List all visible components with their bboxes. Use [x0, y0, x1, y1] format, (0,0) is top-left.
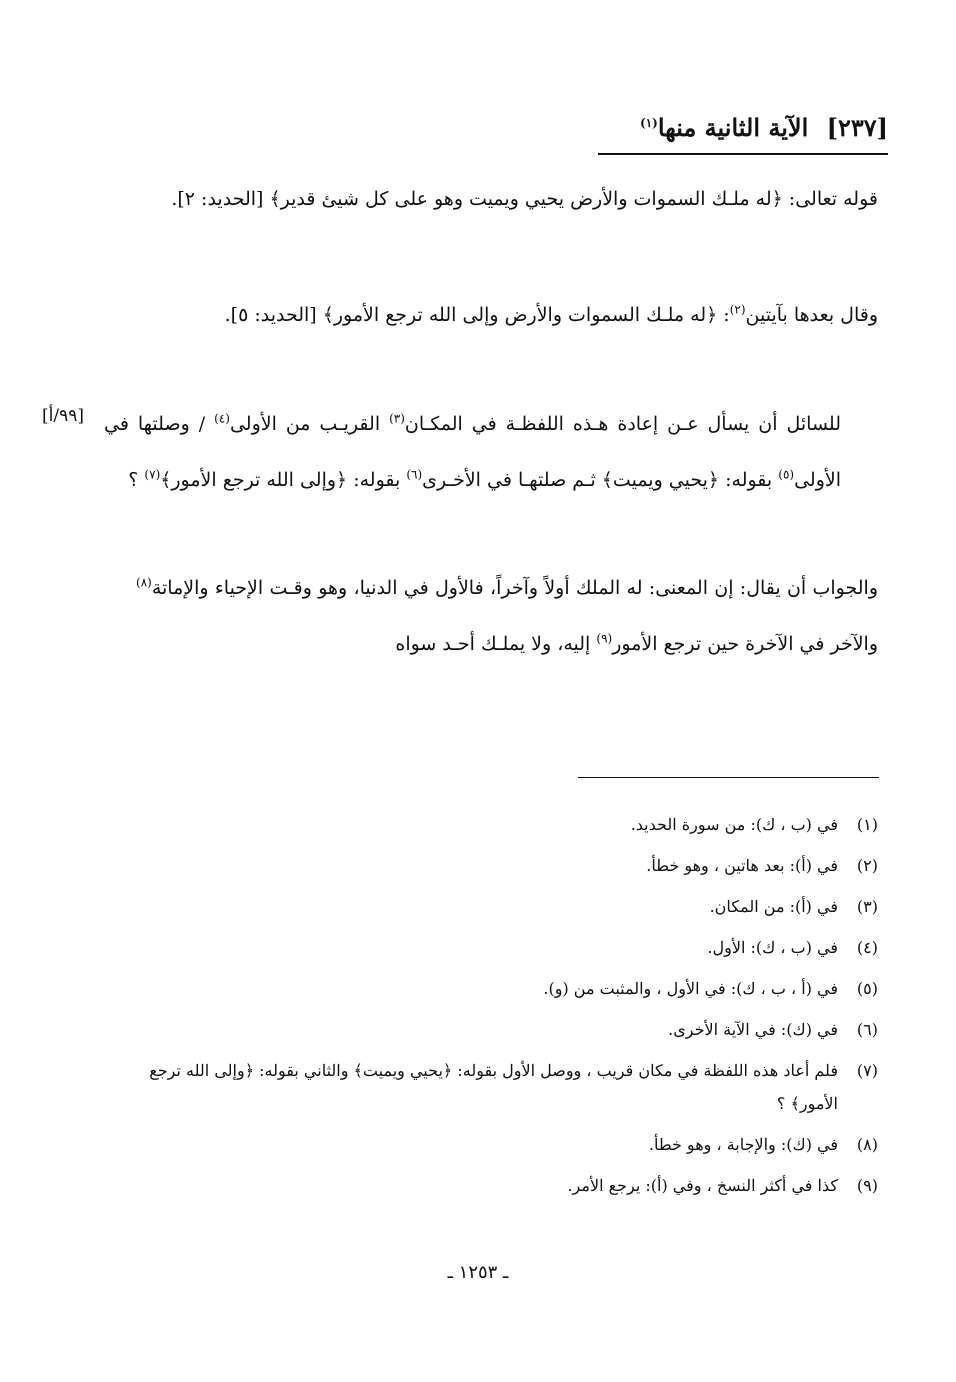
footnote-text: في (ب ، ك): الأول. — [707, 938, 838, 957]
footnote-text: في (ب ، ك): من سورة الحديد. — [630, 815, 838, 834]
footnote-mark: (٩) — [596, 631, 613, 646]
footnote — [118, 849, 878, 882]
paragraph-text: والجواب أن يقال: إن المعنى: له الملك أولاً وآخراً، فالأول في الدنيا، وهو وقـت الإحياء والإماتة — [151, 577, 878, 599]
footnote-separator — [578, 777, 879, 778]
paragraph-text: والآخر في الآخرة حين ترجع الأمور — [612, 633, 878, 655]
footnote-text: في (أ ، ب ، ك): في الأول ، والمثبت من (و). — [543, 979, 838, 998]
footnote-number: (٣) — [856, 897, 878, 916]
footnote-mark: (٦) — [406, 467, 423, 482]
paragraph-text: بقوله: ﴿وإلى الله ترجع الأمور﴾ — [160, 469, 407, 491]
footnote-text: في (أ): من المكان. — [709, 897, 838, 916]
footnote-text: كذا في أكثر النسخ ، وفي (أ): يرجع الأمر. — [567, 1176, 838, 1195]
footnote-number: (٩) — [856, 1176, 878, 1195]
paragraph-text: ؟ — [128, 469, 145, 491]
footnote-text: فلم أعاد هذه اللفظة في مكان قريب ، ووصل الأول بقوله: ﴿يحيي ويميت﴾ والثاني بقوله: ﴿وإلى الله ترجع الأمور﴾ ؟ — [149, 1061, 838, 1113]
footnote-mark: (٤) — [214, 411, 230, 426]
paragraph-answer — [136, 560, 878, 672]
footnote-text: في (ك): في الآية الأخرى. — [668, 1020, 838, 1039]
paragraph-verse-2 — [136, 287, 878, 343]
footnote-mark: (٣) — [389, 411, 405, 426]
section-heading — [598, 103, 888, 155]
paragraph-text: إليه، ولا يملـك أحـد سواه — [395, 633, 597, 655]
section-title: الآية الثانية منها — [657, 113, 809, 142]
footnote — [118, 1013, 878, 1046]
paragraph-text: وقال بعدها بآيتين — [745, 304, 878, 326]
footnote-number: (١) — [856, 815, 878, 834]
section-number: [٢٣٧] — [826, 113, 888, 142]
footnote-text: في (أ): بعد هاتين ، وهو خطأ. — [646, 856, 838, 875]
footnote-number: (٨) — [856, 1135, 878, 1154]
footnote — [118, 1169, 878, 1202]
footnote — [118, 1128, 878, 1161]
paragraph-text: بقوله: ﴿يحيي ويميت﴾ ثـم صلتهـا في الأخـرى — [422, 469, 779, 491]
footnote-mark: (٢) — [729, 302, 746, 317]
footnote-number: (٤) — [856, 938, 878, 957]
footnotes-list — [118, 808, 878, 1210]
footnote-number: (٢) — [856, 856, 878, 875]
footnote-number: (٦) — [856, 1020, 878, 1039]
footnote-mark: (٧) — [144, 467, 161, 482]
footnote-mark: (٥) — [778, 467, 795, 482]
footnote-text: في (ك): والإجابة ، وهو خطأ. — [648, 1135, 838, 1154]
footnote-mark: (٨) — [136, 575, 152, 590]
manuscript-folio-ref: [٩٩/أ] — [42, 406, 84, 426]
footnote-mark: (١) — [640, 116, 658, 130]
footnote-number: (٧) — [856, 1061, 878, 1080]
paragraph-question — [104, 396, 841, 508]
footnote — [118, 808, 878, 841]
paragraph-text: : ﴿له ملـك السموات والأرض وإلى الله ترجع الأمور﴾ [الحديد: ٥]. — [224, 304, 730, 326]
paragraph-text: القريـب من الأولى — [229, 413, 390, 435]
footnote — [118, 1054, 878, 1120]
paragraph-text: / وصلتها في الأولى — [104, 413, 841, 491]
paragraph-text: للسائل أن يسأل عـن إعادة هـذه اللفظـة في المكـان — [404, 413, 841, 435]
footnote-number: (٥) — [856, 979, 878, 998]
footnote — [118, 972, 878, 1005]
footnote — [118, 931, 878, 964]
paragraph-text: قوله تعالى: ﴿له ملـك السموات والأرض يحيي ويميت وهو على كل شيئ قدير﴾ [الحديد: ٢]. — [171, 188, 878, 210]
footnote — [118, 890, 878, 923]
page-number: ـ ١٢٥٣ ـ — [447, 1262, 509, 1283]
paragraph-verse-1 — [136, 171, 878, 227]
